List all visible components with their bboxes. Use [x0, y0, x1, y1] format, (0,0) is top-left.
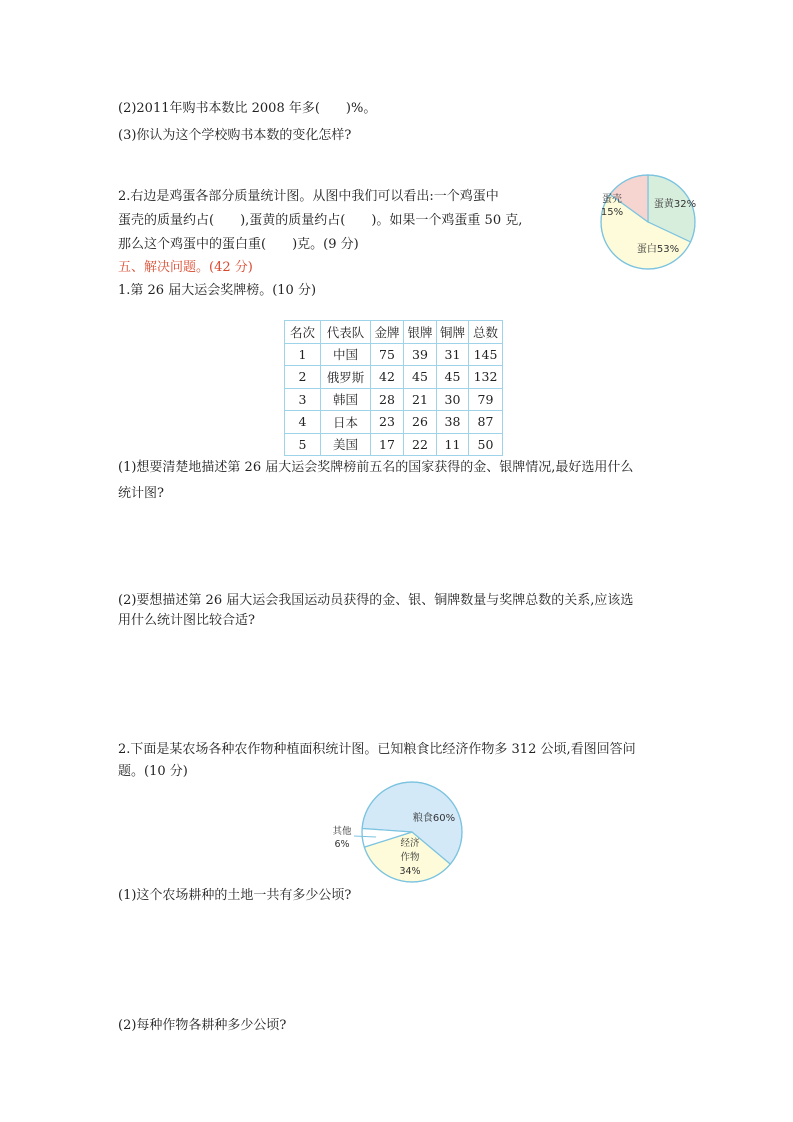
farm-grain-label: 粮食60%	[412, 813, 456, 824]
egg-pie-chart	[586, 172, 706, 272]
cell-rank: 2	[285, 366, 321, 389]
header-bronze: 铜牌	[437, 321, 469, 344]
cell-total: 132	[469, 366, 503, 389]
table-header-row	[285, 321, 503, 344]
question-3-opinion: (3)你认为这个学校购书本数的变化怎样?	[118, 128, 352, 143]
cell-rank: 5	[285, 433, 321, 456]
cell-silver: 26	[404, 411, 437, 434]
medal-q1-line2: 统计图?	[118, 486, 164, 501]
cell-team: 韩国	[321, 388, 371, 411]
cell-rank: 3	[285, 388, 321, 411]
egg-yolk-label: 蛋黄32%	[653, 199, 697, 210]
cell-gold: 42	[371, 366, 404, 389]
table-row	[285, 388, 503, 411]
medal-q2-line1: (2)要想描述第 26 届大运会我国运动员获得的金、银、铜牌数量与奖牌总数的关系,应该选	[118, 593, 634, 608]
cell-team: 美国	[321, 433, 371, 456]
farm-economic-label-2: 作物	[400, 852, 420, 863]
medal-q1-line1: (1)想要清楚地描述第 26 届大运会奖牌榜前五名的国家获得的金、银牌情况,最好选用什么	[118, 460, 634, 475]
farm-question-line2: 题。(10 分)	[118, 764, 188, 779]
farm-pie-chart	[326, 776, 486, 896]
egg-question-line2: 蛋壳的质量约占( ),蛋黄的质量约占( )。如果一个鸡蛋重 50 克,	[118, 213, 523, 228]
egg-question-line1: 2.右边是鸡蛋各部分质量统计图。从图中我们可以看出:一个鸡蛋中	[118, 189, 499, 204]
farm-other-percent: 6%	[334, 839, 350, 850]
cell-total: 79	[469, 388, 503, 411]
question-2-percent: (2)2011年购书本数比 2008 年多( )%。	[118, 101, 377, 116]
header-silver: 银牌	[404, 321, 437, 344]
egg-question-line3: 那么这个鸡蛋中的蛋白重( )克。(9 分)	[118, 237, 359, 252]
cell-bronze: 31	[437, 343, 469, 366]
farm-economic-label: 经济	[400, 838, 420, 849]
farm-other-label: 其他	[332, 826, 352, 837]
cell-rank: 1	[285, 343, 321, 366]
medal-table	[284, 320, 503, 456]
cell-gold: 28	[371, 388, 404, 411]
cell-total: 87	[469, 411, 503, 434]
farm-q2: (2)每种作物各耕种多少公顷?	[118, 1018, 287, 1033]
table-row	[285, 343, 503, 366]
egg-shell-label: 蛋壳	[602, 194, 622, 205]
table-row	[285, 366, 503, 389]
cell-silver: 21	[404, 388, 437, 411]
section-5-heading: 五、解决问题。(42 分)	[118, 260, 253, 275]
cell-bronze: 11	[437, 433, 469, 456]
cell-total: 145	[469, 343, 503, 366]
egg-shell-percent: 15%	[600, 207, 624, 218]
cell-bronze: 38	[437, 411, 469, 434]
cell-total: 50	[469, 433, 503, 456]
medal-q2-line2: 用什么统计图比较合适?	[118, 613, 255, 628]
cell-team: 俄罗斯	[321, 366, 371, 389]
cell-bronze: 45	[437, 366, 469, 389]
cell-rank: 4	[285, 411, 321, 434]
header-total: 总数	[469, 321, 503, 344]
cell-silver: 45	[404, 366, 437, 389]
cell-team: 日本	[321, 411, 371, 434]
cell-gold: 23	[371, 411, 404, 434]
header-rank: 名次	[285, 321, 321, 344]
cell-gold: 75	[371, 343, 404, 366]
cell-team: 中国	[321, 343, 371, 366]
table-row	[285, 433, 503, 456]
medal-question-title: 1.第 26 届大运会奖牌榜。(10 分)	[118, 283, 317, 298]
cell-gold: 17	[371, 433, 404, 456]
cell-silver: 22	[404, 433, 437, 456]
farm-q1: (1)这个农场耕种的土地一共有多少公顷?	[118, 888, 352, 903]
table-row	[285, 411, 503, 434]
header-gold: 金牌	[371, 321, 404, 344]
cell-bronze: 30	[437, 388, 469, 411]
farm-question-line1: 2.下面是某农场各种农作物种植面积统计图。已知粮食比经济作物多 312 公顷,看图回答问	[118, 742, 636, 757]
cell-silver: 39	[404, 343, 437, 366]
farm-economic-percent: 34%	[399, 866, 421, 877]
egg-white-label: 蛋白53%	[636, 244, 680, 255]
header-team: 代表队	[321, 321, 371, 344]
